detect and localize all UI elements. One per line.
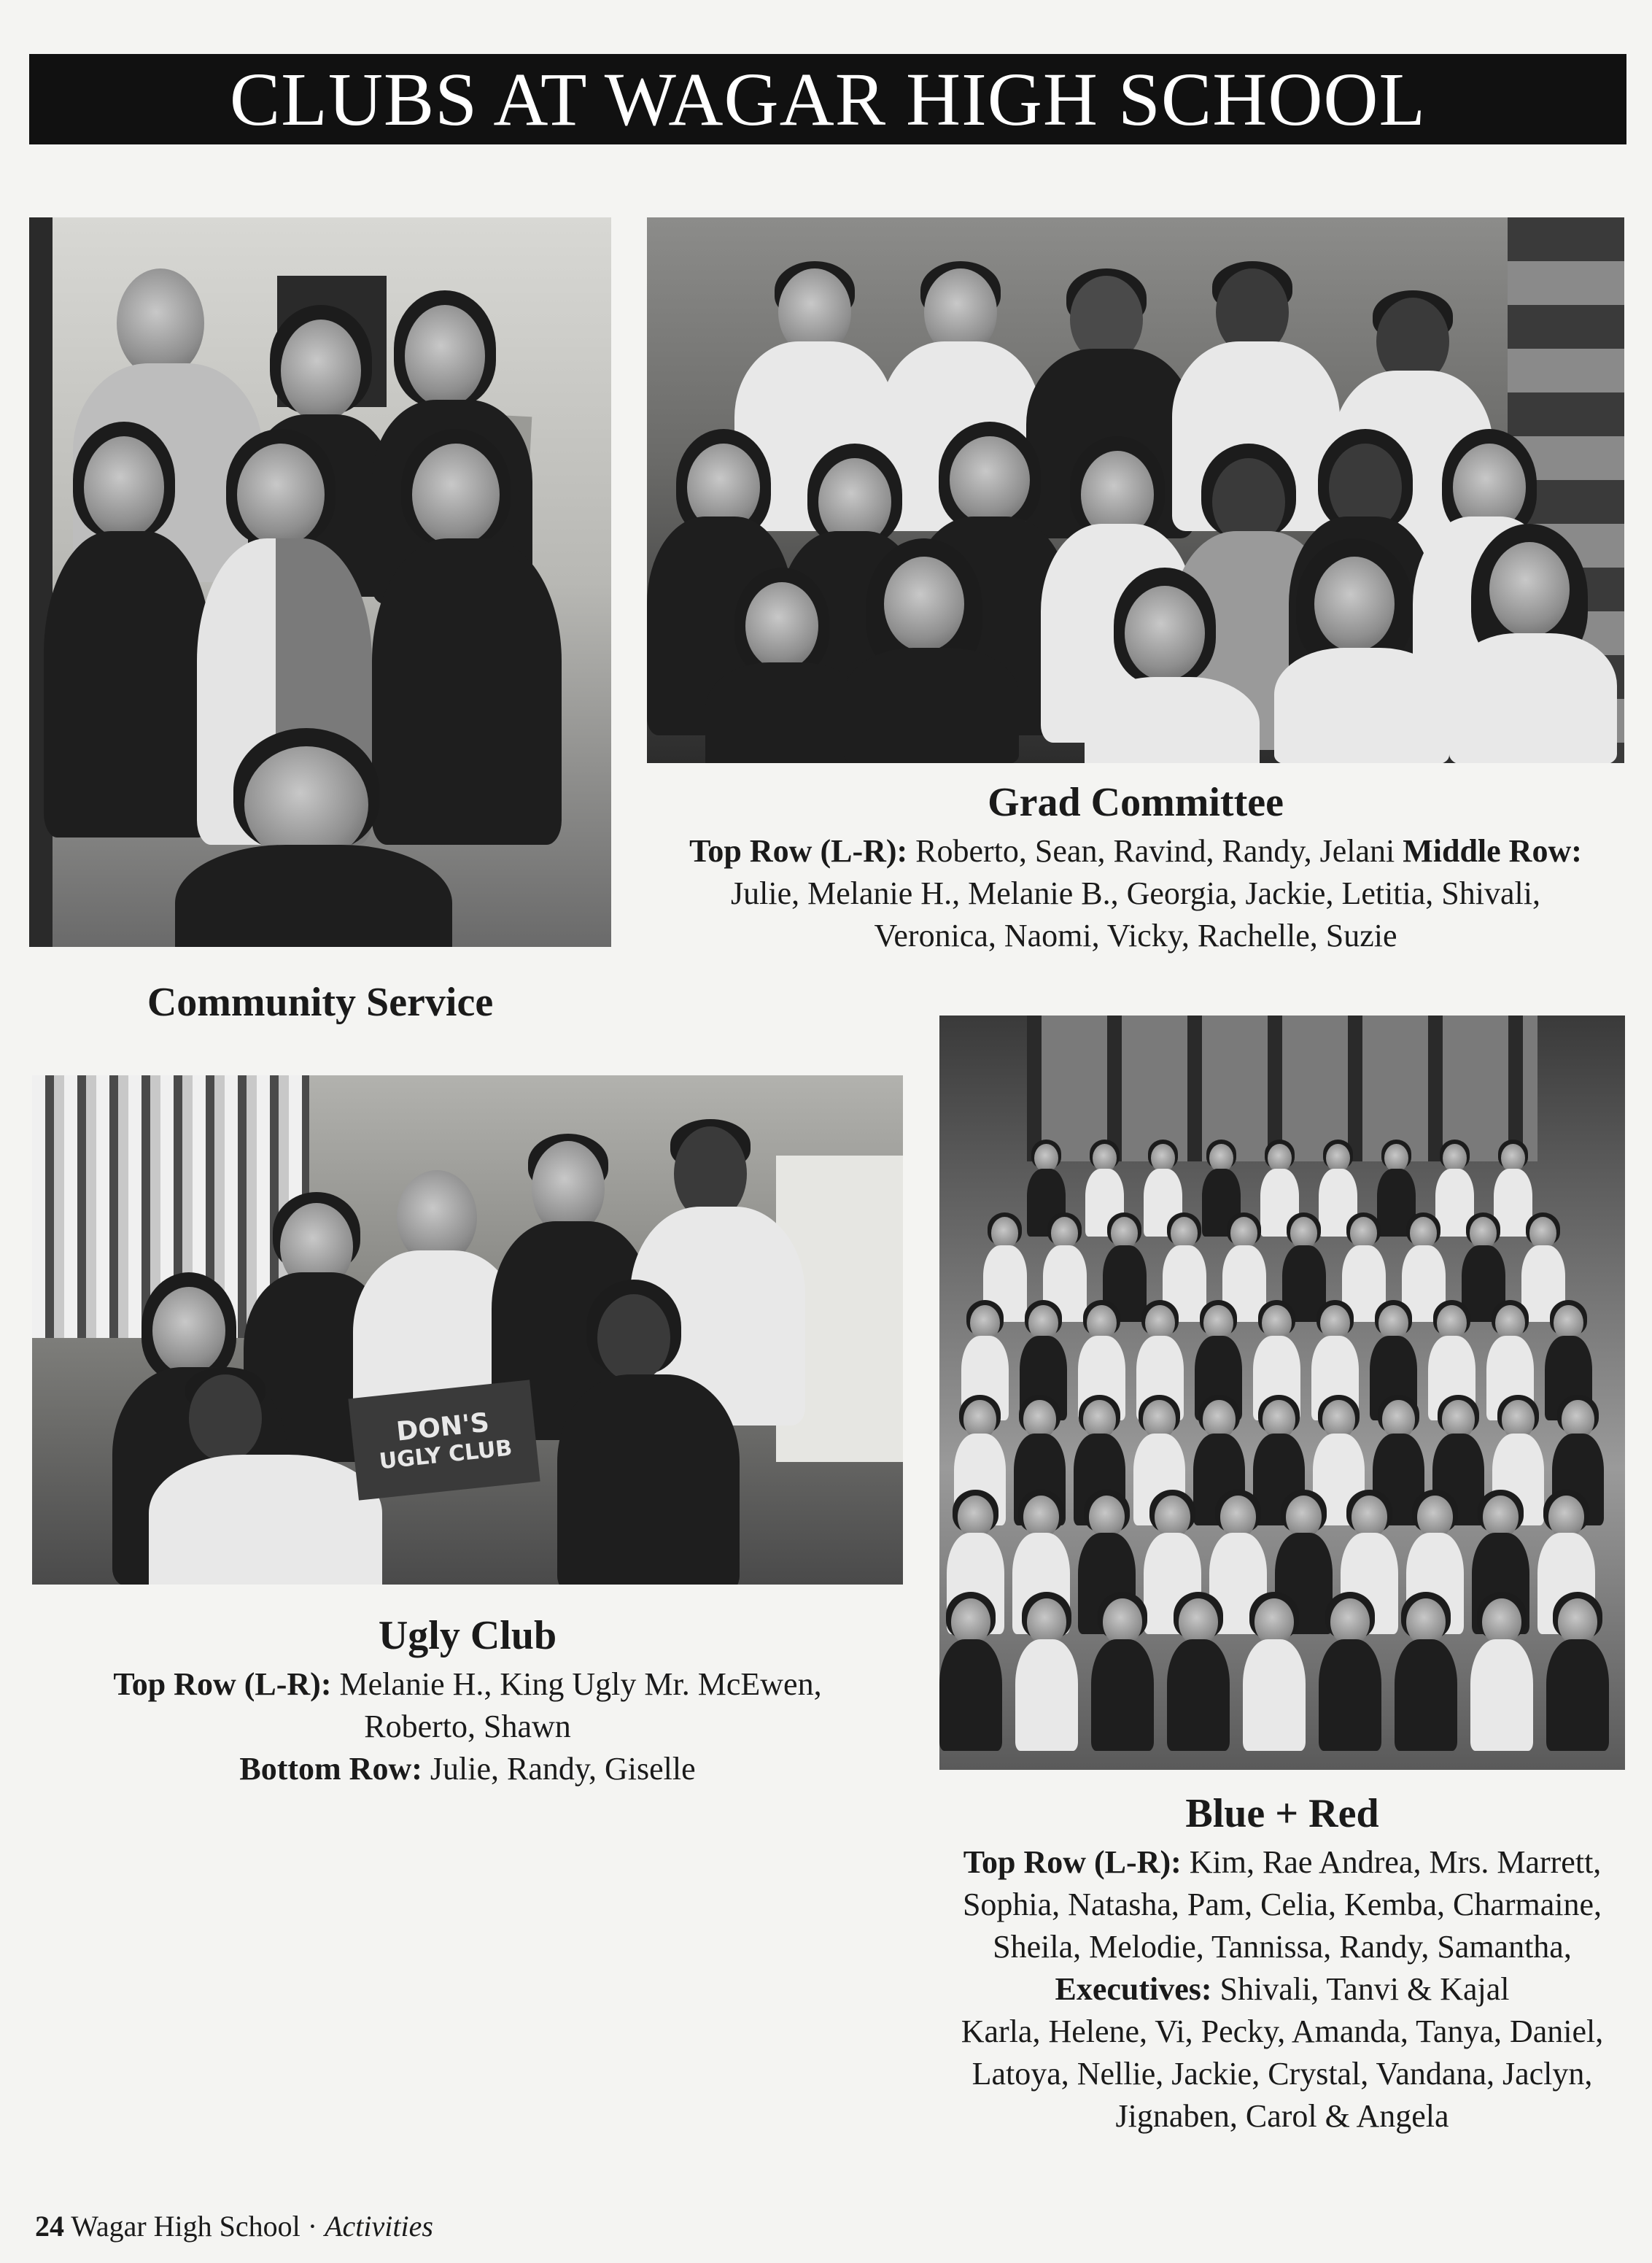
caption-line: Latoya, Nellie, Jackie, Crystal, Vandana, Jaclyn, <box>972 2056 1593 2092</box>
blue-red-caption <box>939 1786 1625 2138</box>
page-number: 24 <box>35 2210 64 2243</box>
caption-line: Veronica, Naomi, Vicky, Rachelle, Suzie <box>874 918 1397 953</box>
caption-line: Roberto, Shawn <box>364 1709 571 1744</box>
caption-text: Melanie H., King Ugly Mr. McEwen, <box>331 1666 822 1702</box>
caption-label: Top Row (L-R): <box>963 1844 1182 1880</box>
caption-label: Top Row (L-R): <box>113 1666 332 1702</box>
caption-line: Julie, Melanie H., Melanie B., Georgia, Jackie, Letitia, Shivali, <box>731 875 1540 911</box>
caption-line <box>939 1841 1625 1884</box>
blue-red-title: Blue + Red <box>1185 1791 1379 1836</box>
grad-committee-caption <box>647 775 1624 957</box>
caption-text: Julie, Randy, Giselle <box>422 1751 696 1787</box>
grad-committee-photo <box>647 217 1624 763</box>
caption-label: Top Row (L-R): <box>689 833 908 869</box>
grad-committee-title: Grad Committee <box>988 780 1284 825</box>
page-footer <box>35 2209 433 2243</box>
ugly-club-caption <box>32 1608 903 1790</box>
caption-line <box>939 1968 1625 2011</box>
caption-line: Jignaben, Carol & Angela <box>1115 2098 1449 2134</box>
caption-line: Sheila, Melodie, Tannissa, Randy, Samantha, <box>993 1929 1572 1965</box>
footer-school: Wagar High School · <box>64 2210 325 2243</box>
caption-text: Shivali, Tanvi & Kajal <box>1211 1971 1510 2007</box>
caption-text: Kim, Rae Andrea, Mrs. Marrett, <box>1181 1844 1602 1880</box>
footer-section: Activities <box>325 2210 433 2243</box>
caption-label: Executives: <box>1055 1971 1212 2007</box>
ugly-club-photo <box>32 1075 903 1585</box>
sign-text: UGLY CLUB <box>378 1435 513 1475</box>
ugly-club-sign <box>348 1380 540 1500</box>
sign-text: DON'S <box>395 1407 491 1447</box>
caption-line <box>647 830 1624 873</box>
page-title: CLUBS AT WAGAR HIGH SCHOOL <box>29 54 1626 144</box>
caption-label: Middle Row: <box>1403 833 1582 869</box>
blue-red-photo <box>939 1016 1625 1770</box>
caption-line <box>32 1748 903 1790</box>
caption-label: Bottom Row: <box>239 1751 422 1787</box>
caption-line <box>32 1663 903 1706</box>
caption-line: Karla, Helene, Vi, Pecky, Amanda, Tanya, Daniel, <box>961 2014 1604 2049</box>
community-service-photo <box>29 217 611 947</box>
caption-line: Sophia, Natasha, Pam, Celia, Kemba, Charmaine, <box>962 1887 1602 1922</box>
community-service-title: Community Service <box>147 980 494 1025</box>
ugly-club-title: Ugly Club <box>378 1613 557 1658</box>
caption-text: Roberto, Sean, Ravind, Randy, Jelani <box>907 833 1403 869</box>
